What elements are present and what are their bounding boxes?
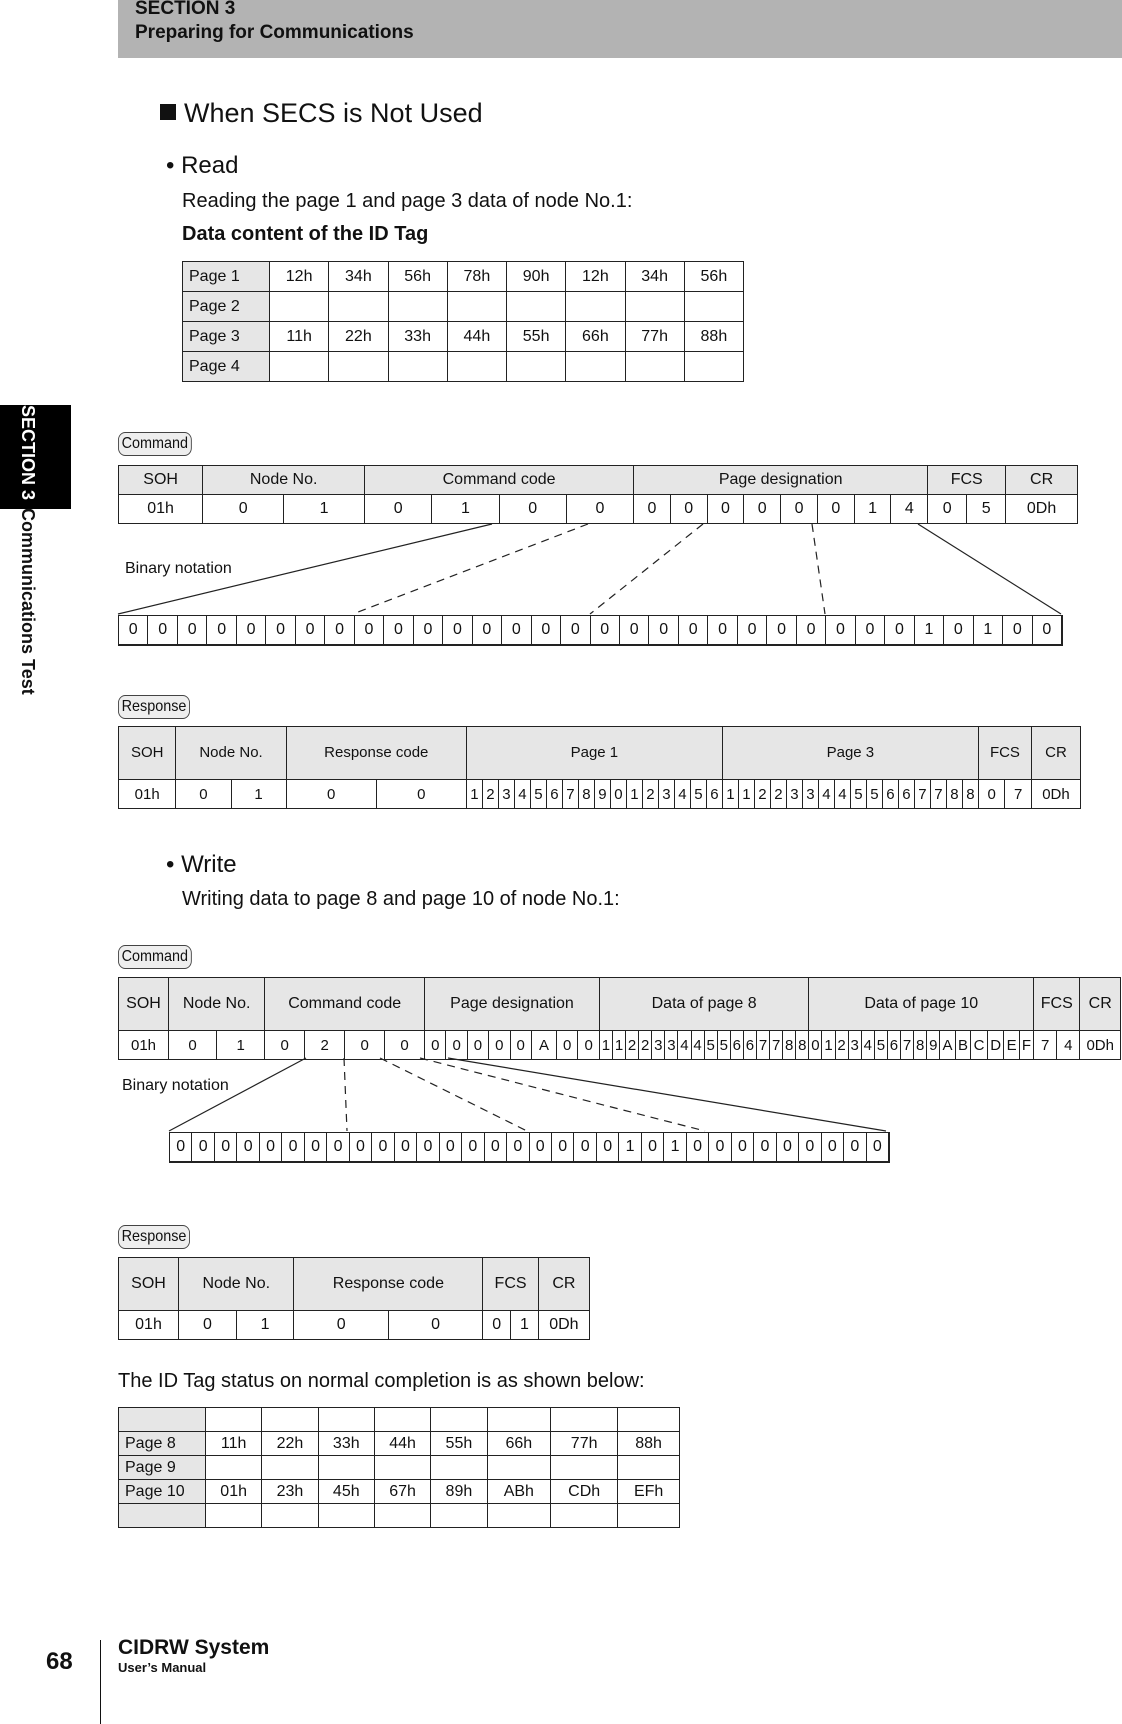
bit-cell: 0: [855, 616, 884, 644]
field-value: 6: [743, 1031, 756, 1060]
field-header: Node No.: [176, 727, 286, 780]
bit-cell: 0: [147, 616, 176, 644]
bit-cell: 0: [371, 1133, 393, 1161]
page-label: Page 9: [119, 1456, 206, 1480]
data-cell: 66h: [487, 1432, 551, 1456]
bit-cell: 0: [259, 1133, 281, 1161]
data-cell: 89h: [431, 1480, 487, 1504]
bit-cell: 0: [737, 616, 766, 644]
data-cell: 34h: [329, 262, 388, 292]
bit-cell: 0: [776, 1133, 798, 1161]
bit-cell: 1: [663, 1133, 685, 1161]
page-label: Page 8: [119, 1432, 206, 1456]
data-cell: 44h: [447, 322, 506, 352]
field-value: 1: [217, 1031, 265, 1060]
field-value: 0: [557, 1031, 578, 1060]
bit-cell: 0: [641, 1133, 663, 1161]
bit-cell: 0: [176, 1138, 186, 1155]
bit-cell: 0: [884, 616, 913, 644]
bit-cell: 1: [914, 616, 943, 644]
bit-cell: 0: [442, 616, 471, 644]
bit-cell: 0: [506, 1133, 528, 1161]
side-tab-title: Communications Test: [18, 508, 38, 695]
data-cell: 12h: [270, 262, 329, 292]
bit-cell: 0: [1032, 616, 1061, 644]
field-value: 7: [914, 780, 930, 809]
bit-cell: 0: [648, 616, 677, 644]
field-value: 0: [265, 1031, 305, 1060]
field-header: FCS: [928, 466, 1006, 495]
data-cell: 11h: [206, 1432, 262, 1456]
field-value: 7: [770, 1031, 783, 1060]
bit-cell: 0: [943, 616, 972, 644]
data-cell: 77h: [625, 322, 684, 352]
data-cell: 55h: [507, 322, 566, 352]
field-value: 7: [1005, 780, 1032, 809]
data-cell: 44h: [374, 1432, 430, 1456]
field-value: 0: [446, 1031, 467, 1060]
bit-cell: 0: [590, 616, 619, 644]
bit-cell: 0: [128, 621, 138, 638]
bit-cell: 0: [843, 1133, 865, 1161]
data-cell: 33h: [388, 322, 447, 352]
field-value: 0Dh: [1031, 780, 1080, 809]
field-header: CR: [1080, 978, 1121, 1031]
bit-cell: 0: [236, 1133, 258, 1161]
field-value: 1: [854, 495, 891, 524]
field-value: 0: [176, 780, 231, 809]
field-value: 5: [690, 780, 706, 809]
field-value: 0: [781, 495, 818, 524]
field-value: 0: [425, 1031, 446, 1060]
data-cell: ABh: [487, 1480, 551, 1504]
field-value: 0: [510, 1031, 531, 1060]
bit-cell: 0: [1002, 616, 1031, 644]
command-tag: Command: [118, 432, 192, 456]
field-value: 5: [530, 780, 546, 809]
field-header: SOH: [119, 727, 176, 780]
data-cell: 34h: [625, 262, 684, 292]
field-value: A: [531, 1031, 556, 1060]
field-value: 0: [385, 1031, 425, 1060]
bit-cell: 0: [501, 616, 530, 644]
bit-cell: 0: [678, 616, 707, 644]
field-header: Node No.: [179, 1258, 294, 1311]
field-value: 5: [850, 780, 866, 809]
field-value: 0: [634, 495, 671, 524]
bit-cell: 0: [821, 1133, 843, 1161]
field-value: 0: [610, 780, 626, 809]
field-value: D: [987, 1031, 1004, 1060]
response-tag: Response: [118, 695, 190, 719]
field-header: SOH: [119, 1258, 179, 1311]
field-value: 3: [658, 780, 674, 809]
data-cell: 78h: [447, 262, 506, 292]
field-value: 8: [914, 1031, 927, 1060]
field-value: 1: [822, 1031, 835, 1060]
data-cell: 22h: [329, 322, 388, 352]
field-header: CR: [1031, 727, 1080, 780]
bit-cell: 0: [326, 1133, 348, 1161]
field-header: Response code: [286, 727, 466, 780]
field-value: 0: [817, 495, 854, 524]
field-value: 1: [599, 1031, 612, 1060]
field-header: CR: [1006, 466, 1078, 495]
field-value: 7: [1034, 1031, 1057, 1060]
field-header: Command code: [365, 466, 634, 495]
field-header: CR: [538, 1258, 589, 1311]
field-value: 3: [652, 1031, 665, 1060]
field-value: 0: [489, 1031, 510, 1060]
field-value: 6: [730, 1031, 743, 1060]
field-value: 01h: [119, 780, 176, 809]
field-value: 1: [236, 1311, 294, 1340]
page-label: Page 3: [183, 322, 270, 352]
bit-cell: 0: [529, 1133, 551, 1161]
data-cell: 66h: [566, 322, 625, 352]
field-value: 3: [848, 1031, 861, 1060]
field-value: 6: [706, 780, 722, 809]
field-value: 0: [809, 1031, 822, 1060]
bit-cell: 1: [618, 1133, 640, 1161]
field-value: 1: [738, 780, 754, 809]
field-value: C: [971, 1031, 988, 1060]
bit-cell: 0: [866, 1133, 888, 1161]
field-value: 6: [898, 780, 914, 809]
field-value: 0Dh: [1006, 495, 1078, 524]
field-value: 01h: [119, 495, 203, 524]
data-cell: 77h: [551, 1432, 618, 1456]
bit-cell: 0: [531, 616, 560, 644]
field-header: Data of page 8: [599, 978, 809, 1031]
data-cell: 55h: [431, 1432, 487, 1456]
binary-notation-label: Binary notation: [122, 1077, 229, 1094]
field-header: Node No.: [169, 978, 265, 1031]
bit-cell: 0: [573, 1133, 595, 1161]
data-cell: 12h: [566, 262, 625, 292]
field-value: 1: [722, 780, 738, 809]
bit-cell: 0: [766, 616, 795, 644]
field-header: FCS: [1034, 978, 1080, 1031]
bit-cell: 0: [753, 1133, 775, 1161]
field-value: 2: [642, 780, 658, 809]
field-header: FCS: [483, 1258, 539, 1311]
bit-cell: 0: [177, 616, 206, 644]
read-bullet: • Read: [166, 152, 239, 179]
field-value: 1: [284, 495, 365, 524]
footer-divider: [100, 1640, 101, 1724]
bit-cell: 1: [973, 616, 1002, 644]
data-cell: 56h: [684, 262, 743, 292]
field-value: 0: [467, 1031, 488, 1060]
data-cell: EFh: [618, 1480, 680, 1504]
field-value: 7: [756, 1031, 769, 1060]
data-cell: 56h: [388, 262, 447, 292]
field-value: 6: [887, 1031, 900, 1060]
side-tab-section: SECTION 3: [18, 405, 38, 501]
bit-cell: 0: [596, 1133, 618, 1161]
write-bullet: • Write: [166, 851, 237, 878]
field-value: E: [1004, 1031, 1019, 1060]
field-value: 0Dh: [1080, 1031, 1121, 1060]
field-value: 2: [754, 780, 770, 809]
field-value: 0Dh: [538, 1311, 589, 1340]
field-value: 1: [511, 1311, 539, 1340]
field-value: 0: [978, 780, 1005, 809]
bit-cell: 0: [619, 616, 648, 644]
field-value: 2: [482, 780, 498, 809]
field-value: 4: [674, 780, 690, 809]
field-value: 4: [514, 780, 530, 809]
field-header: Node No.: [203, 466, 365, 495]
field-value: 1: [612, 1031, 625, 1060]
bit-cell: 0: [416, 1133, 438, 1161]
field-value: 0: [388, 1311, 482, 1340]
data-cell: 88h: [684, 322, 743, 352]
bit-cell: 0: [236, 616, 265, 644]
field-value: 4: [1057, 1031, 1080, 1060]
bit-cell: 0: [708, 1133, 730, 1161]
field-header: Page designation: [634, 466, 928, 495]
bit-cell: 0: [265, 616, 294, 644]
field-value: 0: [365, 495, 432, 524]
field-value: 2: [639, 1031, 652, 1060]
section-number: SECTION 3: [135, 0, 236, 19]
bit-cell: 0: [796, 616, 825, 644]
bit-cell: 0: [295, 616, 324, 644]
field-value: 3: [498, 780, 514, 809]
read-description: Reading the page 1 and page 3 data of node No.1:: [182, 190, 633, 212]
field-value: 5: [874, 1031, 887, 1060]
field-value: 0: [744, 495, 781, 524]
page-label: Page 10: [119, 1480, 206, 1504]
data-cell: 11h: [270, 322, 329, 352]
bit-cell: 0: [825, 616, 854, 644]
field-value: 0: [179, 1311, 237, 1340]
data-cell: 88h: [618, 1432, 680, 1456]
field-value: 4: [861, 1031, 874, 1060]
write-description: Writing data to page 8 and page 10 of node No.1:: [182, 888, 620, 910]
field-value: 8: [783, 1031, 796, 1060]
field-value: 01h: [119, 1031, 169, 1060]
bit-cell: 0: [461, 1133, 483, 1161]
bit-cell: 0: [798, 1133, 820, 1161]
field-value: 6: [882, 780, 898, 809]
field-value: 7: [562, 780, 578, 809]
data-cell: 45h: [318, 1480, 374, 1504]
field-header: Page 3: [722, 727, 978, 780]
field-header: Page designation: [425, 978, 600, 1031]
bit-cell: 0: [484, 1133, 506, 1161]
data-cell: 33h: [318, 1432, 374, 1456]
bit-cell: 0: [560, 616, 589, 644]
field-header: Data of page 10: [809, 978, 1034, 1031]
field-value: 0: [376, 780, 466, 809]
bit-cell: 0: [304, 1133, 326, 1161]
data-cell: CDh: [551, 1480, 618, 1504]
bit-cell: 0: [214, 1133, 236, 1161]
field-value: 5: [866, 780, 882, 809]
field-header: Response code: [294, 1258, 483, 1311]
field-value: 8: [578, 780, 594, 809]
field-value: 9: [927, 1031, 940, 1060]
field-value: 2: [305, 1031, 345, 1060]
data-cell: 22h: [262, 1432, 318, 1456]
section-title: Preparing for Communications: [135, 22, 414, 43]
field-value: 2: [835, 1031, 848, 1060]
field-value: 01h: [119, 1311, 179, 1340]
field-value: 5: [717, 1031, 730, 1060]
field-value: 5: [967, 495, 1006, 524]
id-tag-table-title: Data content of the ID Tag: [182, 223, 429, 245]
field-value: 4: [891, 495, 928, 524]
field-value: 8: [962, 780, 978, 809]
field-value: 0: [928, 495, 967, 524]
field-value: 7: [901, 1031, 914, 1060]
bit-cell: 0: [324, 616, 353, 644]
field-value: 0: [566, 495, 633, 524]
data-cell: 23h: [262, 1480, 318, 1504]
field-value: 0: [345, 1031, 385, 1060]
field-value: 0: [169, 1031, 217, 1060]
field-value: 0: [578, 1031, 599, 1060]
bit-cell: 0: [472, 616, 501, 644]
field-header: FCS: [978, 727, 1031, 780]
field-header: SOH: [119, 466, 203, 495]
field-value: F: [1019, 1031, 1033, 1060]
manual-title: CIDRW System: [118, 1636, 270, 1659]
field-value: 3: [802, 780, 818, 809]
field-value: 0: [707, 495, 744, 524]
field-value: 4: [678, 1031, 691, 1060]
field-value: 0: [499, 495, 566, 524]
field-value: 1: [466, 780, 482, 809]
field-header: SOH: [119, 978, 169, 1031]
field-value: 1: [626, 780, 642, 809]
bit-cell: 0: [191, 1133, 213, 1161]
bit-cell: 0: [551, 1133, 573, 1161]
field-header: Page 1: [466, 727, 722, 780]
field-value: 0: [294, 1311, 388, 1340]
data-cell: 01h: [206, 1480, 262, 1504]
field-value: 6: [546, 780, 562, 809]
page-heading: When SECS is Not Used: [160, 98, 483, 129]
bit-cell: 0: [281, 1133, 303, 1161]
command-tag: Command: [118, 945, 192, 969]
binary-notation-label: Binary notation: [125, 560, 232, 577]
field-value: 1: [231, 780, 286, 809]
field-value: 0: [286, 780, 376, 809]
bit-cell: 0: [731, 1133, 753, 1161]
bit-cell: 0: [349, 1133, 371, 1161]
bit-cell: 0: [394, 1133, 416, 1161]
field-value: 4: [691, 1031, 704, 1060]
field-value: 7: [930, 780, 946, 809]
page-label: Page 1: [183, 262, 270, 292]
bit-cell: 0: [686, 1133, 708, 1161]
field-value: 2: [770, 780, 786, 809]
response-tag: Response: [118, 1225, 190, 1249]
field-value: 1: [432, 495, 499, 524]
field-value: 0: [483, 1311, 511, 1340]
field-value: 3: [786, 780, 802, 809]
field-value: 3: [665, 1031, 678, 1060]
bit-cell: 0: [439, 1133, 461, 1161]
field-header: Command code: [265, 978, 425, 1031]
bit-cell: 0: [206, 616, 235, 644]
field-value: 8: [946, 780, 962, 809]
manual-subtitle: User’s Manual: [118, 1660, 207, 1675]
field-value: 4: [834, 780, 850, 809]
page-number: 68: [46, 1648, 73, 1675]
data-cell: 90h: [507, 262, 566, 292]
page-label: Page 4: [183, 352, 270, 382]
field-value: A: [940, 1031, 955, 1060]
bit-cell: 0: [413, 616, 442, 644]
bit-cell: 0: [707, 616, 736, 644]
data-cell: 67h: [374, 1480, 430, 1504]
field-value: 2: [626, 1031, 639, 1060]
field-value: B: [955, 1031, 970, 1060]
field-value: 0: [203, 495, 284, 524]
bit-cell: 0: [383, 616, 412, 644]
field-value: 0: [670, 495, 707, 524]
field-value: 8: [796, 1031, 809, 1060]
field-value: 5: [704, 1031, 717, 1060]
bit-cell: 0: [354, 616, 383, 644]
field-value: 9: [594, 780, 610, 809]
status-description: The ID Tag status on normal completion is as shown below:: [118, 1370, 645, 1392]
field-value: 4: [818, 780, 834, 809]
page-label: Page 2: [183, 292, 270, 322]
